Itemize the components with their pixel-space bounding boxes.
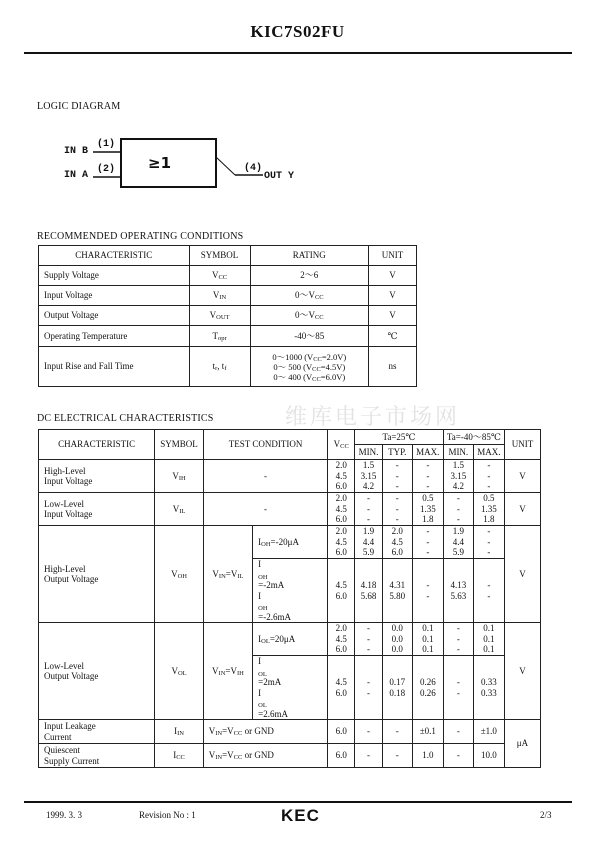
- roc-cell: V: [369, 286, 417, 306]
- dc-row-vih: [39, 460, 541, 493]
- dc-header-row: [39, 430, 541, 445]
- dc-col-test-condition: TEST CONDITION: [203, 430, 328, 460]
- dc-cell: 0.0 0.0 0.0: [382, 623, 412, 656]
- footer-date: 1999. 3. 3: [46, 810, 82, 820]
- roc-cell: Operating Temperature: [39, 326, 190, 347]
- dc-cell: - - -: [355, 623, 383, 656]
- dc-cell: -: [382, 744, 412, 768]
- dc-cell: 10.0: [473, 744, 504, 768]
- dc-cell: Input Leakage Current: [39, 720, 155, 744]
- dc-cell: $V_{IN}=V_{IH}$: [203, 623, 252, 720]
- pin-1-label: (1): [97, 139, 116, 150]
- dc-cell: -: [355, 744, 383, 768]
- dc-col-symbol: SYMBOL: [155, 430, 203, 460]
- dc-cell: $I_{IN}$: [155, 720, 203, 744]
- dc-cell: 1.9 4.4 5.9: [443, 526, 473, 559]
- dc-cell: High-Level Input Voltage: [39, 460, 155, 493]
- dc-cell: 1.9 4.4 5.9: [355, 526, 383, 559]
- dc-cell: 4.31 5.80: [382, 559, 412, 623]
- dc-cell: - - -: [355, 493, 383, 526]
- dc-cell: 4.5 6.0: [328, 559, 355, 623]
- dc-col-ta85: Ta=-40～85℃: [443, 430, 504, 445]
- roc-cell: $V_{CC}$: [189, 266, 250, 286]
- dc-cell: $I_{OL}=20\mu A$: [253, 623, 328, 656]
- dc-cell: V: [504, 460, 540, 493]
- roc-row-rise-fall-time: [39, 347, 417, 387]
- watermark: 维库电子市场网: [285, 405, 461, 430]
- dc-cell: $I_{OH}=-20\mu A$: [253, 526, 328, 559]
- roc-cell: $0\sim V_{CC}$: [250, 286, 369, 306]
- roc-row-input-voltage: [39, 286, 417, 306]
- in-b-label: IN B: [64, 146, 89, 157]
- dc-cell: 0.17 0.18: [382, 656, 412, 720]
- dc-cell: 1.5 3.15 4.2: [443, 460, 473, 493]
- roc-col-symbol: SYMBOL: [189, 246, 250, 266]
- dc-cell: V: [504, 526, 540, 623]
- dc-cell: ±0.1: [412, 720, 443, 744]
- roc-cell: 2～6: [250, 266, 369, 286]
- dc-cell: 4.5 6.0: [328, 656, 355, 720]
- page-title: KIC7S02FU: [250, 22, 345, 41]
- dc-row-icc: [39, 744, 541, 768]
- dc-heading: DC ELECTRICAL CHARACTERISTICS: [37, 413, 214, 424]
- dc-col-ta25: Ta=25℃: [355, 430, 444, 445]
- dc-row-voh: [39, 526, 541, 559]
- dc-cell: ±1.0: [473, 720, 504, 744]
- dc-col-typ: TYP.: [382, 445, 412, 460]
- roc-cell: Supply Voltage: [39, 266, 190, 286]
- dc-cell: 2.0 4.5 6.0: [328, 460, 355, 493]
- roc-cell: $t_r$, $t_f$: [189, 347, 250, 387]
- roc-cell: ℃: [369, 326, 417, 347]
- dc-cell: -: [355, 720, 383, 744]
- dc-cell: Low-Level Input Voltage: [39, 493, 155, 526]
- dc-cell: - - -: [412, 460, 443, 493]
- dc-row-vil: [39, 493, 541, 526]
- dc-cell: - - -: [473, 526, 504, 559]
- logic-diagram-heading: LOGIC DIAGRAM: [37, 101, 121, 112]
- dc-cell: -: [203, 493, 328, 526]
- dc-cell: $V_{OL}$: [155, 623, 203, 720]
- roc-table: [38, 245, 417, 387]
- roc-cell: ns: [369, 347, 417, 387]
- dc-cell: -: [382, 720, 412, 744]
- dc-cell: 0.26 0.26: [412, 656, 443, 720]
- roc-cell: $T_{opr}$: [189, 326, 250, 347]
- in-a-label: IN A: [64, 170, 89, 181]
- dc-table: [38, 429, 541, 768]
- out-y-label: OUT Y: [264, 171, 295, 182]
- dc-cell: 4.13 5.63: [443, 559, 473, 623]
- dc-cell: 2.0 4.5 6.0: [328, 623, 355, 656]
- roc-heading: RECOMMENDED OPERATING CONDITIONS: [37, 231, 244, 242]
- dc-cell: - -: [473, 559, 504, 623]
- dc-cell: 1.0: [412, 744, 443, 768]
- dc-cell: -: [443, 720, 473, 744]
- dc-cell: $I_{CC}$: [155, 744, 203, 768]
- dc-cell: 0.5 1.35 1.8: [412, 493, 443, 526]
- dc-cell: 4.18 5.68: [355, 559, 383, 623]
- dc-cell: 2.0 4.5 6.0: [328, 493, 355, 526]
- roc-row-operating-temperature: [39, 326, 417, 347]
- roc-cell: V: [369, 306, 417, 326]
- dc-cell: - - -: [382, 493, 412, 526]
- footer-revision: Revision No : 1: [139, 810, 196, 820]
- dc-col-unit: UNIT: [504, 430, 540, 460]
- roc-row-supply-voltage: [39, 266, 417, 286]
- dc-col-min: MIN.: [355, 445, 383, 460]
- dc-cell: - -: [355, 656, 383, 720]
- roc-col-characteristic: CHARACTERISTIC: [39, 246, 190, 266]
- dc-cell: 0.1 0.1 0.1: [473, 623, 504, 656]
- dc-cell: High-Level Output Voltage: [39, 526, 155, 623]
- dc-cell: $V_{IN}=V_{IL}$: [203, 526, 252, 623]
- dc-cell: 6.0: [328, 720, 355, 744]
- footer-rule: [24, 801, 572, 803]
- roc-cell: Input Voltage: [39, 286, 190, 306]
- dc-cell: $V_{IN}=V_{CC}$ or GND: [203, 720, 328, 744]
- roc-cell: -40～85: [250, 326, 369, 347]
- dc-cell: - - -: [443, 623, 473, 656]
- dc-cell: $V_{IN}=V_{CC}$ or GND: [203, 744, 328, 768]
- gate-function-label: ≥1: [148, 154, 172, 172]
- dc-col-vcc: $V_{CC}$: [328, 430, 355, 460]
- nor-gate-symbol: [85, 135, 265, 190]
- dc-cell: 2.0 4.5 6.0: [382, 526, 412, 559]
- dc-cell: - - -: [473, 460, 504, 493]
- dc-col-max: MAX.: [412, 445, 443, 460]
- dc-cell: $V_{IL}$: [155, 493, 203, 526]
- header-rule: [24, 52, 572, 54]
- dc-cell: 0.33 0.33: [473, 656, 504, 720]
- dc-cell: 1.5 3.15 4.2: [355, 460, 383, 493]
- dc-cell: V: [504, 493, 540, 526]
- dc-row-iin: [39, 720, 541, 744]
- roc-cell: V: [369, 266, 417, 286]
- dc-cell: 0.5 1.35 1.8: [473, 493, 504, 526]
- roc-col-rating: RATING: [250, 246, 369, 266]
- dc-cell: - - -: [382, 460, 412, 493]
- roc-col-unit: UNIT: [369, 246, 417, 266]
- roc-cell: $0\sim V_{CC}$: [250, 306, 369, 326]
- dc-col-min-2: MIN.: [443, 445, 473, 460]
- dc-cell: - -: [443, 656, 473, 720]
- dc-cell: - - -: [443, 493, 473, 526]
- roc-cell: Input Rise and Fall Time: [39, 347, 190, 387]
- pin-2-label: (2): [97, 164, 116, 175]
- roc-cell: Output Voltage: [39, 306, 190, 326]
- roc-cell: $V_{OUT}$: [189, 306, 250, 326]
- dc-col-characteristic: CHARACTERISTIC: [39, 430, 155, 460]
- roc-header-row: [39, 246, 417, 266]
- dc-cell: - -: [412, 559, 443, 623]
- pin-4-label: (4): [244, 163, 263, 174]
- dc-row-vol: [39, 623, 541, 656]
- dc-cell: -: [443, 744, 473, 768]
- roc-cell: $V_{IN}$: [189, 286, 250, 306]
- footer-page-number: 2/3: [540, 810, 552, 820]
- dc-cell: V: [504, 623, 540, 720]
- dc-cell: 0.1 0.1 0.1: [412, 623, 443, 656]
- dc-cell: - - -: [412, 526, 443, 559]
- dc-cell: I $_{OH}$ =-2mA I $_{OH}$ =-2.6mA: [253, 559, 328, 623]
- dc-col-max-2: MAX.: [473, 445, 504, 460]
- dc-cell: 2.0 4.5 6.0: [328, 526, 355, 559]
- dc-cell: μA: [504, 720, 540, 768]
- roc-row-output-voltage: [39, 306, 417, 326]
- roc-cell: 0～1000 $(V_{CC}=2.0V)$ 0～ 500 $(V_{CC}=4.5V)$ 0～ 400 $(V_{CC}=6.0V)$: [250, 347, 369, 387]
- kec-logo: KEC: [281, 806, 320, 825]
- dc-cell: Quiescent Supply Current: [39, 744, 155, 768]
- dc-cell: I $_{OL}$ =2mA I $_{OL}$ =2.6mA: [253, 656, 328, 720]
- dc-cell: $V_{IH}$: [155, 460, 203, 493]
- dc-cell: Low-Level Output Voltage: [39, 623, 155, 720]
- dc-cell: -: [203, 460, 328, 493]
- dc-cell: $V_{OH}$: [155, 526, 203, 623]
- dc-cell: 6.0: [328, 744, 355, 768]
